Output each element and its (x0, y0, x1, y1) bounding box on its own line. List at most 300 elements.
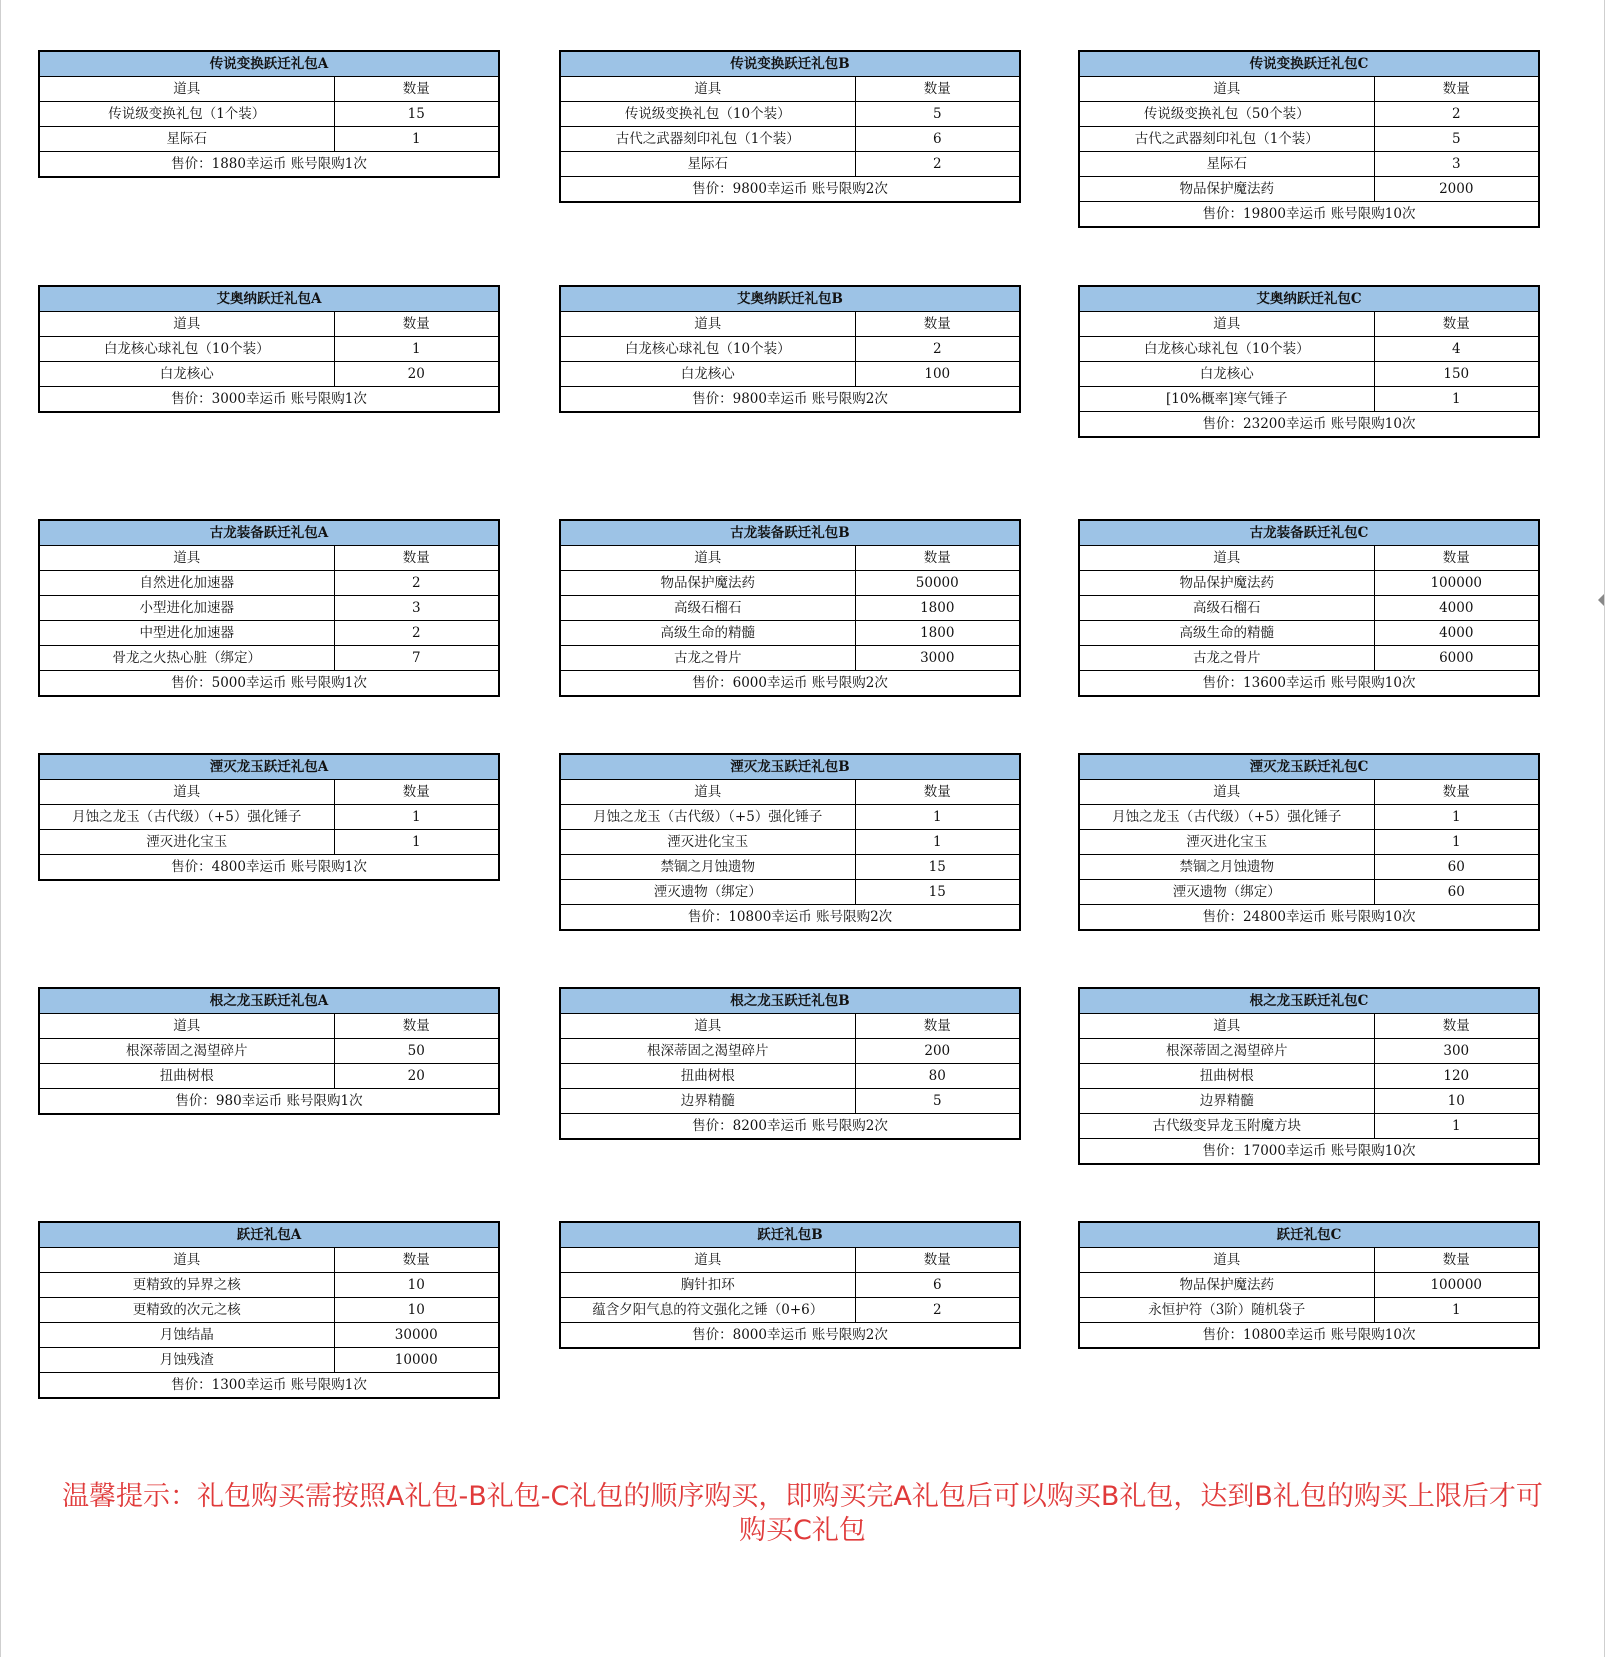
column-header-item: 道具 (39, 77, 334, 102)
package-title-row (1079, 988, 1539, 1014)
item-qty: 30000 (334, 1323, 499, 1348)
item-qty: 2 (855, 1298, 1020, 1323)
item-qty: 20 (334, 362, 499, 387)
column-header-row (39, 1014, 499, 1039)
column-header-qty: 数量 (855, 77, 1020, 102)
item-qty: 2 (1374, 102, 1539, 127)
column-header-qty: 数量 (855, 780, 1020, 805)
item-name: 白龙核心球礼包（10个装） (560, 337, 855, 362)
item-name: 传说级变换礼包（50个装） (1079, 102, 1374, 127)
column-header-row (560, 546, 1020, 571)
item-name: 月蚀残渣 (39, 1348, 334, 1373)
package-table (1078, 1221, 1540, 1349)
item-name: [10%概率]寒气锤子 (1079, 387, 1374, 412)
package-price: 售价：5000幸运币 账号限购1次 (39, 671, 499, 697)
package-table (38, 285, 500, 413)
table-row (39, 596, 499, 621)
package-price: 售价：23200幸运币 账号限购10次 (1079, 412, 1539, 438)
item-qty: 1 (334, 830, 499, 855)
table-row (1079, 102, 1539, 127)
column-header-qty: 数量 (334, 780, 499, 805)
package-title-row (1079, 1222, 1539, 1248)
item-qty: 120 (1374, 1064, 1539, 1089)
column-header-item: 道具 (39, 1014, 334, 1039)
price-row (560, 177, 1020, 203)
table-row (1079, 646, 1539, 671)
package-title-row (39, 754, 499, 780)
item-qty: 1 (855, 830, 1020, 855)
item-qty: 2000 (1374, 177, 1539, 202)
column-header-qty: 数量 (334, 546, 499, 571)
column-header-row (1079, 546, 1539, 571)
package-table (38, 519, 500, 697)
item-qty: 15 (855, 855, 1020, 880)
scroll-arrow-icon (1598, 594, 1604, 606)
column-header-row (1079, 312, 1539, 337)
table-row (560, 362, 1020, 387)
item-qty: 5 (855, 1089, 1020, 1114)
item-name: 古龙之骨片 (1079, 646, 1374, 671)
item-name: 月蚀之龙玉（古代级）（+5）强化锤子 (560, 805, 855, 830)
table-row (560, 1273, 1020, 1298)
column-header-item: 道具 (560, 312, 855, 337)
table-row (39, 621, 499, 646)
column-header-row (39, 546, 499, 571)
package-title: 跃迁礼包C (1079, 1222, 1539, 1248)
item-name: 湮灭遗物（绑定） (560, 880, 855, 905)
item-qty: 10 (1374, 1089, 1539, 1114)
table-row (1079, 596, 1539, 621)
table-row (560, 1298, 1020, 1323)
package-table (559, 1221, 1021, 1349)
item-name: 物品保护魔法药 (560, 571, 855, 596)
item-qty: 2 (334, 621, 499, 646)
column-header-item: 道具 (560, 780, 855, 805)
item-qty: 300 (1374, 1039, 1539, 1064)
column-header-qty: 数量 (855, 546, 1020, 571)
item-name: 高级生命的精髓 (560, 621, 855, 646)
table-row (1079, 805, 1539, 830)
item-qty: 1 (334, 805, 499, 830)
notice-line-2: 购买C礼包 (739, 1515, 866, 1546)
package-price: 售价：17000幸运币 账号限购10次 (1079, 1139, 1539, 1165)
table-row (560, 621, 1020, 646)
price-row (560, 1323, 1020, 1349)
item-qty: 1 (334, 127, 499, 152)
item-name: 白龙核心 (39, 362, 334, 387)
item-name: 湮灭进化宝玉 (1079, 830, 1374, 855)
item-name: 根深蒂固之渴望碎片 (1079, 1039, 1374, 1064)
item-qty: 6 (855, 127, 1020, 152)
column-header-item: 道具 (39, 780, 334, 805)
package-title: 根之龙玉跃迁礼包B (560, 988, 1020, 1014)
price-row (39, 152, 499, 178)
item-name: 湮灭进化宝玉 (39, 830, 334, 855)
price-row (39, 1089, 499, 1115)
item-name: 扭曲树根 (1079, 1064, 1374, 1089)
table-row (1079, 387, 1539, 412)
package-price: 售价：980幸运币 账号限购1次 (39, 1089, 499, 1115)
package-title-row (560, 988, 1020, 1014)
package-price: 售价：10800幸运币 账号限购10次 (1079, 1323, 1539, 1349)
table-row (39, 1273, 499, 1298)
column-header-item: 道具 (39, 312, 334, 337)
column-header-item: 道具 (1079, 780, 1374, 805)
item-qty: 1 (855, 805, 1020, 830)
package-title-row (1079, 520, 1539, 546)
table-row (560, 127, 1020, 152)
column-header-item: 道具 (560, 1014, 855, 1039)
column-header-row (560, 77, 1020, 102)
package-title: 传说变换跃迁礼包B (560, 51, 1020, 77)
item-name: 白龙核心球礼包（10个装） (1079, 337, 1374, 362)
item-qty: 5 (1374, 127, 1539, 152)
item-qty: 100000 (1374, 571, 1539, 596)
package-title: 古龙装备跃迁礼包B (560, 520, 1020, 546)
price-row (1079, 1323, 1539, 1349)
item-qty: 60 (1374, 880, 1539, 905)
table-row (560, 1039, 1020, 1064)
table-row (39, 646, 499, 671)
package-title-row (560, 1222, 1020, 1248)
table-row (39, 362, 499, 387)
item-name: 骨龙之火热心脏（绑定） (39, 646, 334, 671)
package-table (559, 285, 1021, 413)
package-table (1078, 519, 1540, 697)
table-row (1079, 1298, 1539, 1323)
package-title-row (39, 51, 499, 77)
column-header-row (560, 1248, 1020, 1273)
price-row (1079, 671, 1539, 697)
package-table (559, 519, 1021, 697)
item-qty: 20 (334, 1064, 499, 1089)
package-price: 售价：9800幸运币 账号限购2次 (560, 177, 1020, 203)
item-qty: 5 (855, 102, 1020, 127)
item-qty: 15 (334, 102, 499, 127)
item-qty: 200 (855, 1039, 1020, 1064)
item-name: 自然进化加速器 (39, 571, 334, 596)
price-row (560, 671, 1020, 697)
item-name: 星际石 (560, 152, 855, 177)
item-qty: 100 (855, 362, 1020, 387)
item-qty: 7 (334, 646, 499, 671)
item-name: 高级石榴石 (560, 596, 855, 621)
item-qty: 3 (334, 596, 499, 621)
package-title-row (560, 520, 1020, 546)
item-qty: 4000 (1374, 621, 1539, 646)
package-title: 艾奥纳跃迁礼包B (560, 286, 1020, 312)
item-qty: 1800 (855, 621, 1020, 646)
purchase-notice (30, 1480, 1575, 1548)
item-name: 小型进化加速器 (39, 596, 334, 621)
package-table (38, 50, 500, 178)
item-name: 扭曲树根 (39, 1064, 334, 1089)
item-qty: 80 (855, 1064, 1020, 1089)
price-row (1079, 1139, 1539, 1165)
column-header-row (39, 1248, 499, 1273)
package-title-row (1079, 51, 1539, 77)
table-row (39, 571, 499, 596)
item-name: 根深蒂固之渴望碎片 (39, 1039, 334, 1064)
item-name: 边界精髓 (560, 1089, 855, 1114)
table-row (560, 1064, 1020, 1089)
package-title-row (560, 286, 1020, 312)
package-title: 湮灭龙玉跃迁礼包B (560, 754, 1020, 780)
package-price: 售价：13600幸运币 账号限购10次 (1079, 671, 1539, 697)
package-table (1078, 753, 1540, 931)
table-row (1079, 571, 1539, 596)
column-header-qty: 数量 (334, 1248, 499, 1273)
package-price: 售价：1880幸运币 账号限购1次 (39, 152, 499, 178)
package-price: 售价：4800幸运币 账号限购1次 (39, 855, 499, 881)
package-title: 古龙装备跃迁礼包C (1079, 520, 1539, 546)
item-name: 传说级变换礼包（10个装） (560, 102, 855, 127)
price-row (39, 855, 499, 881)
column-header-item: 道具 (560, 546, 855, 571)
item-qty: 1 (334, 337, 499, 362)
table-row (39, 1298, 499, 1323)
item-qty: 150 (1374, 362, 1539, 387)
package-price: 售价：19800幸运币 账号限购10次 (1079, 202, 1539, 228)
item-name: 白龙核心球礼包（10个装） (39, 337, 334, 362)
package-table (38, 1221, 500, 1399)
item-name: 古代之武器刻印礼包（1个装） (560, 127, 855, 152)
item-name: 高级生命的精髓 (1079, 621, 1374, 646)
item-name: 湮灭进化宝玉 (560, 830, 855, 855)
table-row (560, 571, 1020, 596)
item-qty: 10 (334, 1298, 499, 1323)
column-header-item: 道具 (39, 546, 334, 571)
item-qty: 2 (334, 571, 499, 596)
column-header-qty: 数量 (1374, 1248, 1539, 1273)
item-qty: 1800 (855, 596, 1020, 621)
column-header-qty: 数量 (1374, 780, 1539, 805)
item-name: 更精致的次元之核 (39, 1298, 334, 1323)
item-name: 月蚀之龙玉（古代级）（+5）强化锤子 (39, 805, 334, 830)
price-row (1079, 412, 1539, 438)
package-title-row (1079, 754, 1539, 780)
package-title: 古龙装备跃迁礼包A (39, 520, 499, 546)
table-row (39, 337, 499, 362)
item-qty: 1 (1374, 1298, 1539, 1323)
table-row (1079, 1273, 1539, 1298)
column-header-qty: 数量 (855, 312, 1020, 337)
column-header-item: 道具 (1079, 1014, 1374, 1039)
package-title-row (560, 51, 1020, 77)
item-qty: 4 (1374, 337, 1539, 362)
item-name: 古代之武器刻印礼包（1个装） (1079, 127, 1374, 152)
table-row (1079, 1039, 1539, 1064)
item-name: 边界精髓 (1079, 1089, 1374, 1114)
item-qty: 50 (334, 1039, 499, 1064)
column-header-row (560, 780, 1020, 805)
item-name: 物品保护魔法药 (1079, 571, 1374, 596)
item-qty: 10000 (334, 1348, 499, 1373)
table-row (560, 805, 1020, 830)
column-header-row (1079, 1014, 1539, 1039)
table-row (560, 152, 1020, 177)
item-name: 传说级变换礼包（1个装） (39, 102, 334, 127)
price-row (560, 387, 1020, 413)
column-header-row (560, 312, 1020, 337)
item-name: 物品保护魔法药 (1079, 1273, 1374, 1298)
table-row (560, 646, 1020, 671)
item-name: 根深蒂固之渴望碎片 (560, 1039, 855, 1064)
item-qty: 100000 (1374, 1273, 1539, 1298)
package-title: 湮灭龙玉跃迁礼包C (1079, 754, 1539, 780)
price-row (1079, 905, 1539, 931)
item-name: 更精致的异界之核 (39, 1273, 334, 1298)
package-title-row (39, 1222, 499, 1248)
item-name: 物品保护魔法药 (1079, 177, 1374, 202)
table-row (560, 855, 1020, 880)
item-qty: 3 (1374, 152, 1539, 177)
item-name: 月蚀结晶 (39, 1323, 334, 1348)
item-name: 扭曲树根 (560, 1064, 855, 1089)
column-header-item: 道具 (1079, 77, 1374, 102)
table-row (560, 830, 1020, 855)
item-name: 白龙核心 (560, 362, 855, 387)
column-header-qty: 数量 (1374, 312, 1539, 337)
package-title: 艾奥纳跃迁礼包C (1079, 286, 1539, 312)
package-title-row (39, 286, 499, 312)
item-name: 高级石榴石 (1079, 596, 1374, 621)
table-row (39, 805, 499, 830)
price-row (39, 387, 499, 413)
table-row (1079, 830, 1539, 855)
column-header-qty: 数量 (1374, 77, 1539, 102)
table-row (39, 127, 499, 152)
item-qty: 10 (334, 1273, 499, 1298)
item-name: 月蚀之龙玉（古代级）（+5）强化锤子 (1079, 805, 1374, 830)
table-row (1079, 1064, 1539, 1089)
item-name: 胸针扣环 (560, 1273, 855, 1298)
package-price: 售价：1300幸运币 账号限购1次 (39, 1373, 499, 1399)
table-row (560, 102, 1020, 127)
package-title: 传说变换跃迁礼包A (39, 51, 499, 77)
table-row (1079, 152, 1539, 177)
column-header-row (1079, 1248, 1539, 1273)
price-row (1079, 202, 1539, 228)
table-row (39, 1064, 499, 1089)
package-title: 根之龙玉跃迁礼包A (39, 988, 499, 1014)
item-name: 古龙之骨片 (560, 646, 855, 671)
table-row (39, 830, 499, 855)
package-title: 艾奥纳跃迁礼包A (39, 286, 499, 312)
item-qty: 6000 (1374, 646, 1539, 671)
table-row (1079, 177, 1539, 202)
table-row (39, 1323, 499, 1348)
item-name: 古代级变异龙玉附魔方块 (1079, 1114, 1374, 1139)
item-qty: 6 (855, 1273, 1020, 1298)
item-name: 禁锢之月蚀遗物 (1079, 855, 1374, 880)
item-qty: 1 (1374, 387, 1539, 412)
package-price: 售价：3000幸运币 账号限购1次 (39, 387, 499, 413)
item-qty: 2 (855, 152, 1020, 177)
package-title: 传说变换跃迁礼包C (1079, 51, 1539, 77)
table-row (1079, 127, 1539, 152)
column-header-qty: 数量 (1374, 1014, 1539, 1039)
table-row (560, 337, 1020, 362)
item-name: 星际石 (1079, 152, 1374, 177)
column-header-row (39, 780, 499, 805)
package-price: 售价：9800幸运币 账号限购2次 (560, 387, 1020, 413)
table-row (1079, 621, 1539, 646)
table-row (1079, 880, 1539, 905)
column-header-item: 道具 (1079, 546, 1374, 571)
column-header-qty: 数量 (334, 312, 499, 337)
package-table (559, 753, 1021, 931)
package-price: 售价：8000幸运币 账号限购2次 (560, 1323, 1020, 1349)
table-row (1079, 855, 1539, 880)
item-qty: 1 (1374, 805, 1539, 830)
table-row (39, 102, 499, 127)
package-price: 售价：10800幸运币 账号限购2次 (560, 905, 1020, 931)
package-table (1078, 285, 1540, 438)
column-header-item: 道具 (560, 1248, 855, 1273)
column-header-item: 道具 (1079, 1248, 1374, 1273)
table-row (39, 1348, 499, 1373)
table-row (560, 880, 1020, 905)
item-name: 蕴含夕阳气息的符文强化之锤（0+6） (560, 1298, 855, 1323)
table-row (560, 1089, 1020, 1114)
table-row (1079, 337, 1539, 362)
item-qty: 4000 (1374, 596, 1539, 621)
package-price: 售价：6000幸运币 账号限购2次 (560, 671, 1020, 697)
item-qty: 1 (1374, 830, 1539, 855)
package-price: 售价：8200幸运币 账号限购2次 (560, 1114, 1020, 1140)
table-row (560, 596, 1020, 621)
price-row (560, 905, 1020, 931)
item-name: 禁锢之月蚀遗物 (560, 855, 855, 880)
item-name: 白龙核心 (1079, 362, 1374, 387)
column-header-item: 道具 (39, 1248, 334, 1273)
table-row (1079, 362, 1539, 387)
column-header-qty: 数量 (855, 1248, 1020, 1273)
item-name: 永恒护符（3阶）随机袋子 (1079, 1298, 1374, 1323)
column-header-qty: 数量 (334, 77, 499, 102)
package-table (38, 753, 500, 881)
table-row (39, 1039, 499, 1064)
item-qty: 2 (855, 337, 1020, 362)
package-title-row (560, 754, 1020, 780)
item-qty: 1 (1374, 1114, 1539, 1139)
column-header-item: 道具 (1079, 312, 1374, 337)
package-table (1078, 50, 1540, 228)
item-name: 湮灭遗物（绑定） (1079, 880, 1374, 905)
column-header-row (1079, 77, 1539, 102)
item-qty: 3000 (855, 646, 1020, 671)
table-row (1079, 1089, 1539, 1114)
item-name: 星际石 (39, 127, 334, 152)
column-header-qty: 数量 (855, 1014, 1020, 1039)
item-qty: 15 (855, 880, 1020, 905)
item-qty: 50000 (855, 571, 1020, 596)
package-title: 根之龙玉跃迁礼包C (1079, 988, 1539, 1014)
table-row (1079, 1114, 1539, 1139)
column-header-qty: 数量 (334, 1014, 499, 1039)
column-header-item: 道具 (560, 77, 855, 102)
package-title: 湮灭龙玉跃迁礼包A (39, 754, 499, 780)
package-title-row (39, 520, 499, 546)
package-table (559, 50, 1021, 203)
column-header-row (39, 312, 499, 337)
price-row (39, 671, 499, 697)
column-header-row (560, 1014, 1020, 1039)
price-row (560, 1114, 1020, 1140)
item-name: 中型进化加速器 (39, 621, 334, 646)
notice-line-1: 温馨提示：礼包购买需按照A礼包-B礼包-C礼包的顺序购买，即购买完A礼包后可以购买B礼包，达到B礼包的购买上限后才可 (62, 1481, 1543, 1512)
